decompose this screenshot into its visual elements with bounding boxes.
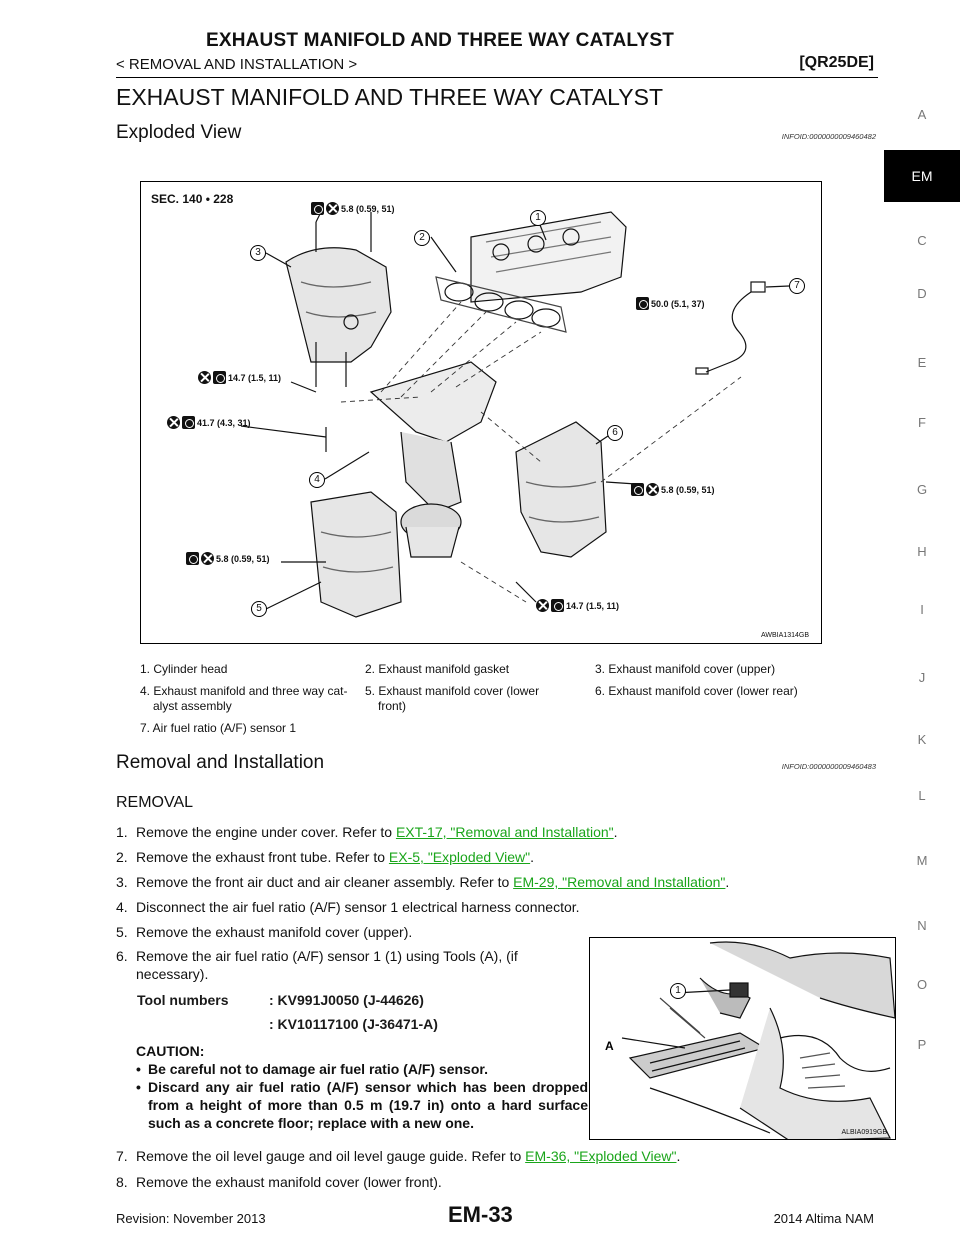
link-ext-17[interactable]: EXT-17, "Removal and Installation" bbox=[395, 824, 614, 840]
figure-code: AWBIA1314GB bbox=[761, 632, 809, 639]
callout-2: 2 bbox=[414, 230, 430, 246]
link-em-36[interactable]: EM-36, "Exploded View" bbox=[525, 1148, 677, 1164]
step-1: 1. Remove the engine under cover. Refer to EXT-17, "Removal and Installation". bbox=[116, 824, 618, 840]
torque-spec-4: 41.7 (4.3, 31) bbox=[167, 416, 251, 429]
photo-drawing bbox=[590, 938, 896, 1140]
step-5: 5. Remove the exhaust manifold cover (upper). bbox=[116, 924, 413, 940]
tab-i[interactable]: I bbox=[920, 602, 924, 617]
tab-c[interactable]: C bbox=[917, 233, 927, 248]
tighten-icon bbox=[182, 416, 195, 429]
callout-5: 5 bbox=[251, 601, 267, 617]
tighten-icon bbox=[631, 483, 644, 496]
legend-item-4: 4. Exhaust manifold and three way cat- bbox=[140, 684, 348, 698]
step-7: 7. Remove the oil level gauge and oil level gauge guide. Refer to EM-36, "Exploded View". bbox=[116, 1148, 681, 1164]
callout-7: 7 bbox=[789, 278, 805, 294]
legend-item-5-cont: front) bbox=[378, 699, 407, 713]
legend-item-2: 2. Exhaust manifold gasket bbox=[365, 662, 510, 676]
torque-spec-3: 14.7 (1.5, 11) bbox=[198, 371, 281, 384]
tab-j[interactable]: J bbox=[918, 670, 926, 685]
callout-6: 6 bbox=[607, 425, 623, 441]
step-8: 8. Remove the exhaust manifold cover (lower front). bbox=[116, 1174, 442, 1190]
caution-block bbox=[136, 1042, 588, 1132]
discard-icon bbox=[646, 483, 659, 496]
step-2: 2. Remove the exhaust front tube. Refer to EX-5, "Exploded View". bbox=[116, 849, 535, 865]
tighten-icon bbox=[551, 599, 564, 612]
photo-callout-1: 1 bbox=[670, 983, 686, 999]
torque-spec-6: 5.8 (0.59, 51) bbox=[186, 552, 270, 565]
tighten-icon bbox=[636, 297, 649, 310]
legend-item-5: 5. Exhaust manifold cover (lower bbox=[365, 684, 540, 698]
section-number: SEC. 140 • 228 bbox=[151, 192, 234, 206]
legend-item-1: 1. Cylinder head bbox=[140, 662, 228, 676]
caution-heading: CAUTION: bbox=[136, 1043, 205, 1059]
tighten-icon bbox=[186, 552, 199, 565]
callout-1: 1 bbox=[530, 210, 546, 226]
legend-item-4-cont: alyst assembly bbox=[153, 699, 232, 713]
tab-m[interactable]: M bbox=[916, 853, 928, 868]
engine-code: [QR25DE] bbox=[799, 54, 874, 71]
tab-d[interactable]: D bbox=[917, 286, 927, 301]
sensor-removal-photo bbox=[589, 937, 896, 1140]
tool-numbers: Tool numbers : KV991J0050 (J-44626) bbox=[137, 992, 424, 1008]
infoid-removal: INFOID:0000000009460483 bbox=[781, 762, 876, 771]
infoid-exploded: INFOID:0000000009460482 bbox=[781, 132, 876, 141]
exploded-view-title: Exploded View bbox=[116, 122, 242, 143]
breadcrumb: < REMOVAL AND INSTALLATION > bbox=[116, 56, 358, 73]
tab-p[interactable]: P bbox=[917, 1037, 927, 1052]
link-em-29[interactable]: EM-29, "Removal and Installation" bbox=[513, 874, 726, 890]
step-6: 6. Remove the air fuel ratio (A/F) sensor 1 (1) using Tools (A), (if necessary). bbox=[116, 948, 518, 982]
tab-em[interactable]: EM bbox=[884, 150, 960, 202]
discard-icon bbox=[536, 599, 549, 612]
torque-spec-1: 5.8 (0.59, 51) bbox=[311, 202, 395, 215]
removal-heading: REMOVAL bbox=[116, 794, 194, 811]
header-divider bbox=[116, 77, 878, 78]
tighten-icon bbox=[213, 371, 226, 384]
tab-h[interactable]: H bbox=[917, 544, 927, 559]
step-3: 3. Remove the front air duct and air cleaner assembly. Refer to EM-29, "Removal and Installation". bbox=[116, 874, 730, 890]
footer-model: 2014 Altima NAM bbox=[773, 1211, 874, 1226]
page-number: EM-33 bbox=[448, 1202, 513, 1227]
link-ex-5[interactable]: EX-5, "Exploded View" bbox=[388, 849, 531, 865]
footer-revision: Revision: November 2013 bbox=[116, 1211, 266, 1226]
tab-a[interactable]: A bbox=[917, 107, 927, 122]
discard-icon bbox=[201, 552, 214, 565]
diagram-drawing bbox=[141, 182, 823, 645]
discard-icon bbox=[198, 371, 211, 384]
section-title: EXHAUST MANIFOLD AND THREE WAY CATALYST bbox=[116, 84, 663, 110]
step-4: 4. Disconnect the air fuel ratio (A/F) sensor 1 electrical harness connector. bbox=[116, 899, 580, 915]
torque-spec-2: 50.0 (5.1, 37) bbox=[636, 297, 705, 310]
tab-l[interactable]: L bbox=[918, 788, 926, 803]
callout-4: 4 bbox=[309, 472, 325, 488]
legend-item-6: 6. Exhaust manifold cover (lower rear) bbox=[595, 684, 798, 698]
legend-item-3: 3. Exhaust manifold cover (upper) bbox=[595, 662, 776, 676]
photo-code: ALBIA0919GB bbox=[841, 1129, 887, 1136]
tab-o[interactable]: O bbox=[916, 977, 928, 992]
caution-item-2: • Discard any air fuel ratio (A/F) sensor which has been dropped from a height of more than 0.5 m (19.7 in) onto a hard surface such as a concrete floor; replace with a new one. bbox=[136, 1079, 588, 1131]
callout-3: 3 bbox=[250, 245, 266, 261]
tab-e[interactable]: E bbox=[917, 355, 927, 370]
photo-callout-a: A bbox=[605, 1039, 614, 1053]
tool-number-2: : KV10117100 (J-36471-A) bbox=[269, 1016, 438, 1032]
caution-item-1: • Be careful not to damage air fuel ratio (A/F) sensor. bbox=[136, 1061, 488, 1077]
torque-spec-7: 14.7 (1.5, 11) bbox=[536, 599, 619, 612]
tab-f[interactable]: F bbox=[918, 415, 926, 430]
header-title: EXHAUST MANIFOLD AND THREE WAY CATALYST bbox=[205, 30, 675, 51]
discard-icon bbox=[326, 202, 339, 215]
tab-n[interactable]: N bbox=[917, 918, 927, 933]
legend-item-7: 7. Air fuel ratio (A/F) sensor 1 bbox=[140, 721, 297, 735]
torque-spec-5: 5.8 (0.59, 51) bbox=[631, 483, 715, 496]
removal-installation-title: Removal and Installation bbox=[116, 752, 325, 773]
tab-k[interactable]: K bbox=[917, 732, 927, 747]
tab-g[interactable]: G bbox=[916, 482, 928, 497]
exploded-view-diagram bbox=[140, 181, 822, 644]
discard-icon bbox=[167, 416, 180, 429]
tighten-icon bbox=[311, 202, 324, 215]
